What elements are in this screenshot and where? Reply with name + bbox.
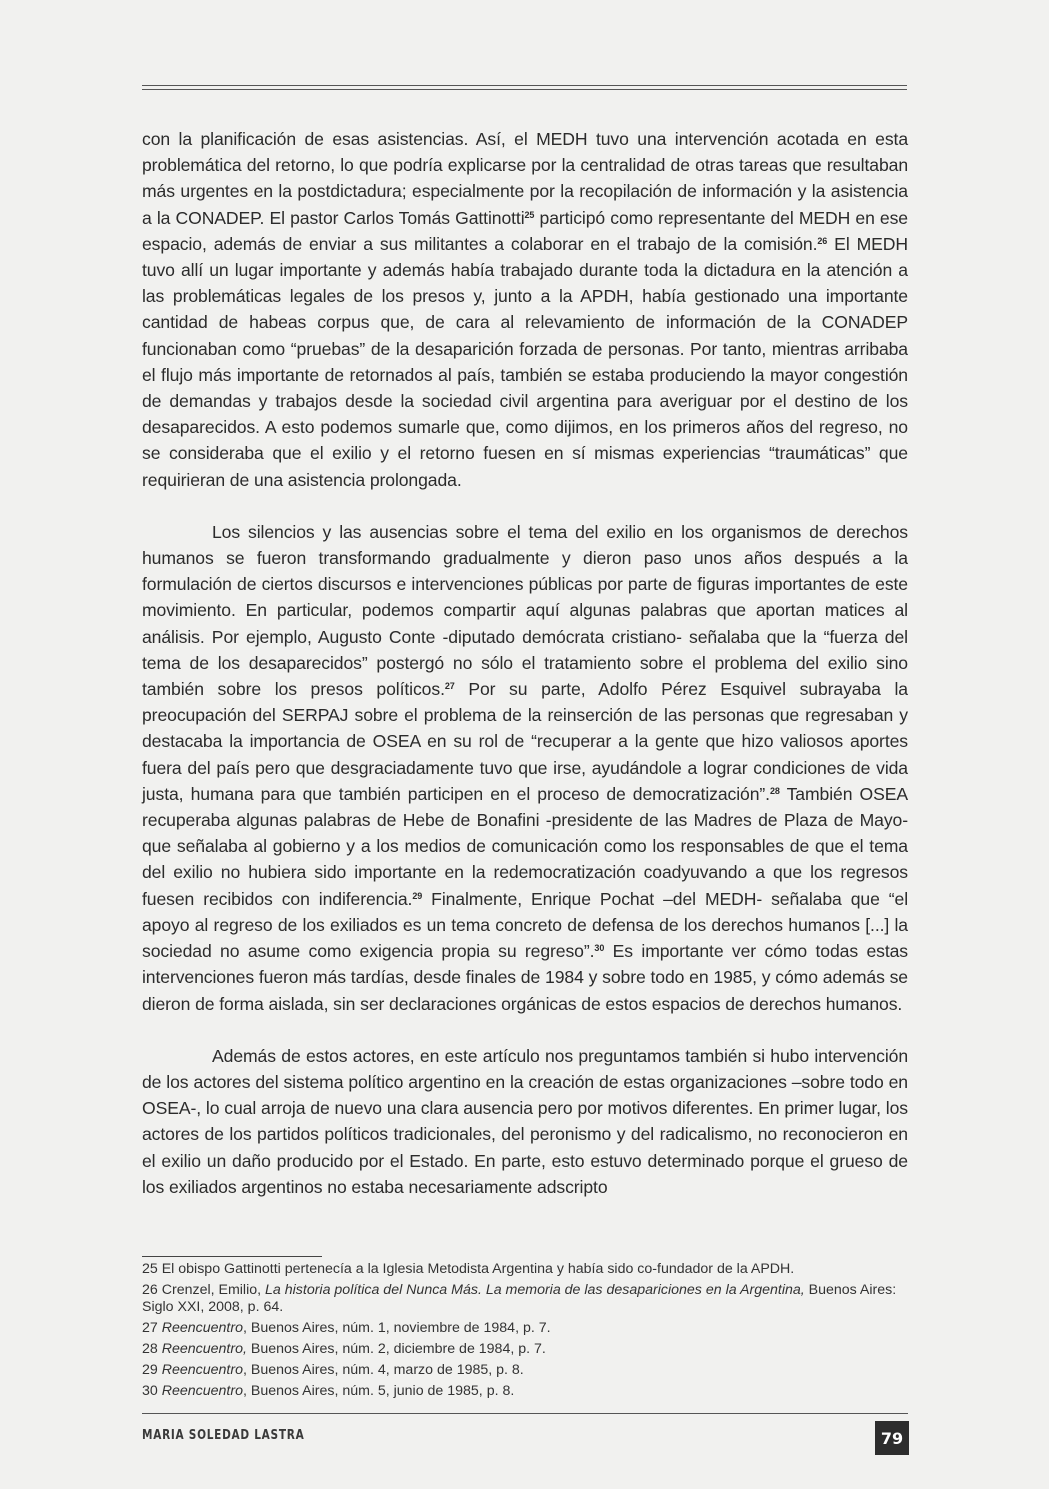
- paragraph: con la planificación de esas asistencias. Así, el MEDH tuvo una intervención acotada en esta problemática del retorno, lo que podría explicarse por la centralidad de otras tareas que resultaban más urgentes en la postdictadura; especialmente por la recopilación de información y la asistencia a la CONADEP. El pastor Carlos Tomás Gattinotti$^{25}$ participó como representante del MEDH en ese espacio, además de enviar a sus militantes a colaborar en el trabajo de la comisión.$^{26}$ El MEDH tuvo allí un lugar importante y además había trabajado durante toda la dictadura en la atención a las problemáticas legales de los presos y, junto a la APDH, había gestionado una importante cantidad de habeas corpus que, de cara al relevamiento de información de la CONADEP funcionaban como “pruebas” de la desaparición forzada de personas. Por tanto, mientras arribaba el flujo más importante de retornados al país, también se estaba produciendo la mayor congestión de demandas y trabajos desde la sociedad civil argentina para averiguar por el destino de los desaparecidos. A esto podemos sumarle que, como dijimos, en los primeros años del regreso, no se consideraba que el exilio y el retorno fuesen en sí mismas experiencias “traumáticas” que requirieran de una asistencia prolongada.: [142, 129, 908, 490]
- footnote: 27 Reencuentro, Buenos Aires, núm. 1, noviembre de 1984, p. 7.: [142, 1320, 551, 1336]
- footnote-reference[interactable]: 28: [769, 785, 780, 796]
- footnote-reference[interactable]: 27: [444, 681, 455, 692]
- footnote: 29 Reencuentro, Buenos Aires, núm. 4, marzo de 1985, p. 8.: [142, 1362, 524, 1378]
- body-text: [142, 126, 908, 1226]
- footnote: 30 Reencuentro, Buenos Aires, núm. 5, junio de 1985, p. 8.: [142, 1383, 515, 1399]
- paragraph: Los silencios y las ausencias sobre el tema del exilio en los organismos de derechos humanos se fueron transformando gradualmente y dieron paso unos años después a la formulación de ciertos discursos e intervenciones públicas por parte de figuras importantes de este movimiento. En particular, podemos compartir aquí algunas palabras que aportan matices al análisis. Por ejemplo, Augusto Conte -diputado demócrata cristiano- señalaba que la “fuerza del tema de los desaparecidos” postergó no sólo el tratamiento sobre el problema del exilio sino también sobre los presos políticos.$^{27}$ Por su parte, Adolfo Pérez Esquivel subrayaba la preocupación del SERPAJ sobre el problema de la reinserción de las personas que regresaban y destacaba la importancia de OSEA en su rol de “recuperar a la gente que hizo valiosos aportes fuera del país pero que desgraciadamente tuvo que irse, ayudándole a lograr condiciones de vida justa, humana para que también participen en el proceso de democratización”.$^{28}$ También OSEA recuperaba algunas palabras de Hebe de Bonafini -presidente de las Madres de Plaza de Mayo- que señalaba al gobierno y a los medios de comunicación como los responsables de que el tema del exilio no hubiera sido importante en la redemocratización coadyuvando a que los regresos fuesen recibidos con indiferencia.$^{29}$ Finalmente, Enrique Pochat –del MEDH- señalaba que “el apoyo al regreso de los exiliados es un tema concreto de defensa de los derechos humanos [...] la sociedad no asume como exigencia propia su regreso”.$^{30}$ Es importante ver cómo todas estas intervenciones fueron más tardías, desde finales de 1984 y sobre todo en 1985, y cómo además se dieron de forma aislada, sin ser declaraciones orgánicas de estos espacios de derechos humanos.: [142, 521, 909, 1014]
- running-footer-author: MARIA SOLEDAD LASTRA: [142, 1428, 305, 1443]
- footnote: 28 Reencuentro, Buenos Aires, núm. 2, diciembre de 1984, p. 7.: [142, 1341, 546, 1357]
- footnotes: [142, 1261, 908, 1404]
- page-number: 79: [875, 1421, 909, 1455]
- header-rule-secondary: [142, 89, 907, 90]
- footnote: 25 El obispo Gattinotti pertenecía a la Iglesia Metodista Argentina y había sido co-fundador de la APDH.: [142, 1261, 795, 1277]
- footnote: 26 Crenzel, Emilio, La historia política del Nunca Más. La memoria de las desapariciones en la Argentina, Buenos Aires: Siglo XXI, 2008, p. 64.: [142, 1282, 897, 1315]
- paragraph: Además de estos actores, en este artículo nos preguntamos también si hubo intervención de los actores del sistema político argentino en la creación de estas organizaciones –sobre todo en OSEA-, lo cual arroja de nuevo una clara ausencia pero por motivos diferentes. En primer lugar, los actores de los partidos políticos tradicionales, del peronismo y del radicalismo, no reconocieron en el exilio un daño producido por el Estado. En parte, esto estuvo determinado porque el grueso de los exiliados argentinos no estaba necesariamente adscripto: [142, 1045, 908, 1197]
- footnote-reference[interactable]: 25: [524, 209, 535, 220]
- footnote-separator: [142, 1256, 322, 1257]
- footnote-reference[interactable]: 29: [412, 890, 423, 901]
- footnote-reference[interactable]: 26: [817, 235, 828, 246]
- footer-rule: [142, 1413, 908, 1414]
- footnote-reference[interactable]: 30: [594, 943, 605, 954]
- header-rule: [142, 85, 907, 86]
